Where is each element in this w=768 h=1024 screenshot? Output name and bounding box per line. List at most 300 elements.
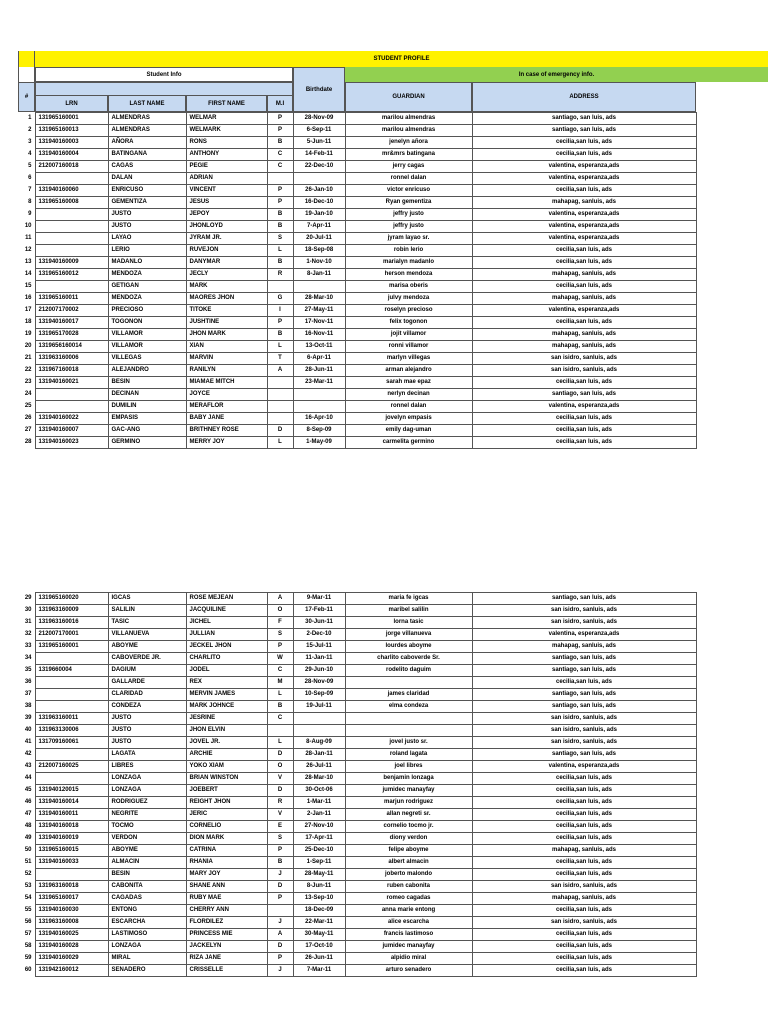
last-name-cell: LONZAGA: [108, 785, 186, 797]
row-number: 26: [24, 415, 32, 421]
mi-cell: L: [267, 737, 293, 749]
mi-cell: [267, 401, 293, 413]
address-cell: cecilia,san luis, ads: [472, 281, 696, 293]
first-name-cell: JECKEL JHON: [186, 641, 267, 653]
guardian-cell: maria fe igcas: [345, 593, 472, 605]
table-row: [18, 209, 696, 221]
birthdate-cell: 5-Jun-11: [293, 137, 345, 149]
address-cell: mahapag, sanluis, ads: [472, 329, 696, 341]
address-cell: cecilia,san luis, ads: [472, 965, 696, 977]
last-name-cell: TOGONON: [108, 317, 186, 329]
last-name-cell: ALEJANDRO: [108, 365, 186, 377]
guardian-cell: jyram layao sr.: [345, 233, 472, 245]
sheet-title: STUDENT PROFILE: [373, 56, 430, 62]
last-name-cell: VILLANUEVA: [108, 629, 186, 641]
last-name-cell: ABOYME: [108, 641, 186, 653]
address-cell: mahapag, sanluis, ads: [472, 845, 696, 857]
lrn-cell: 212007170002: [35, 305, 108, 317]
birthdate-cell: 26-Jun-11: [293, 953, 345, 965]
guardian-cell: charlito caboverde Sr.: [345, 653, 472, 665]
table-row: [18, 329, 696, 341]
table-row: [18, 857, 696, 869]
guardian-cell: [345, 677, 472, 689]
first-name-cell: WELMARK: [186, 125, 267, 137]
table-row: [18, 173, 696, 185]
birthdate-cell: 1-May-09: [293, 437, 345, 449]
lrn-cell: [35, 653, 108, 665]
table-row: [18, 605, 696, 617]
first-name-cell: DION MARK: [186, 833, 267, 845]
row-number: 40: [24, 727, 32, 733]
lrn-cell: [35, 701, 108, 713]
last-name-cell: TOCMO: [108, 821, 186, 833]
birthdate-cell: 25-Dec-10: [293, 845, 345, 857]
mi-cell: D: [267, 941, 293, 953]
table-row: [18, 317, 696, 329]
address-cell: cecilia,san luis, ads: [472, 905, 696, 917]
mi-cell: D: [267, 785, 293, 797]
last-name-cell: LIBRES: [108, 761, 186, 773]
table-row: [18, 269, 696, 281]
mi-cell: E: [267, 821, 293, 833]
first-name-cell: BRITHNEY ROSE: [186, 425, 267, 437]
birthdate-cell: 1-Mar-11: [293, 797, 345, 809]
table-row: [18, 185, 696, 197]
table-row: [18, 221, 696, 233]
first-name-cell: CRISSELLE: [186, 965, 267, 977]
table-row: [18, 125, 696, 137]
address-cell: cecilia,san luis, ads: [472, 425, 696, 437]
first-name-cell: REX: [186, 677, 267, 689]
birthdate-cell: 19-Jan-10: [293, 209, 345, 221]
mi-cell: C: [267, 161, 293, 173]
lrn-cell: 131965160013: [35, 125, 108, 137]
guardian-cell: carmelita germino: [345, 437, 472, 449]
birthdate-cell: 13-Oct-11: [293, 341, 345, 353]
lrn-cell: 131963160011: [35, 713, 108, 725]
birthdate-cell: 17-Nov-11: [293, 317, 345, 329]
address-cell: cecilia,san luis, ads: [472, 437, 696, 449]
last-name-cell: EMPASIS: [108, 413, 186, 425]
lrn-cell: 212007160025: [35, 761, 108, 773]
birthdate-cell: 22-Dec-10: [293, 161, 345, 173]
first-name-cell: XIAN: [186, 341, 267, 353]
address-cell: cecilia,san luis, ads: [472, 377, 696, 389]
table-row: [18, 905, 696, 917]
lrn-cell: [35, 773, 108, 785]
corner-cell: [18, 51, 35, 82]
first-name-cell: MARVIN: [186, 353, 267, 365]
guardian-cell: jorge villanueva: [345, 629, 472, 641]
table-row: [18, 305, 696, 317]
address-cell: cecilia,san luis, ads: [472, 941, 696, 953]
last-name-cell: LAGATA: [108, 749, 186, 761]
mi-cell: [267, 905, 293, 917]
table-row: [18, 137, 696, 149]
last-name-cell: ENRICUSO: [108, 185, 186, 197]
lrn-cell: [35, 173, 108, 185]
lrn-cell: [35, 245, 108, 257]
address-cell: valentina, esperanza,ads: [472, 401, 696, 413]
table-row: [18, 257, 696, 269]
address-cell: valentina, esperanza,ads: [472, 761, 696, 773]
lrn-cell: 131940160028: [35, 941, 108, 953]
header-birthdate: Birthdate: [293, 67, 345, 112]
address-cell: cecilia,san luis, ads: [472, 857, 696, 869]
first-name-cell: JICHEL: [186, 617, 267, 629]
mi-cell: L: [267, 341, 293, 353]
last-name-cell: LAYAO: [108, 233, 186, 245]
header-guardian: GUARDIAN: [345, 82, 472, 112]
guardian-cell: ronnel dalan: [345, 173, 472, 185]
first-name-cell: RUBY MAE: [186, 893, 267, 905]
first-name-cell: FLORDILEZ: [186, 917, 267, 929]
last-name-cell: BESIN: [108, 377, 186, 389]
row-number: 22: [24, 367, 32, 373]
address-cell: san isidro, sanluis, ads: [472, 617, 696, 629]
row-number: 57: [24, 931, 32, 937]
lrn-cell: 131940160023: [35, 437, 108, 449]
guardian-cell: rodelito daguim: [345, 665, 472, 677]
address-cell: valentina, esperanza,ads: [472, 305, 696, 317]
last-name-cell: GAC-ANG: [108, 425, 186, 437]
birthdate-cell: [293, 713, 345, 725]
first-name-cell: JULLIAN: [186, 629, 267, 641]
guardian-cell: emily dag-uman: [345, 425, 472, 437]
table-row: [18, 341, 696, 353]
last-name-cell: DUMILIN: [108, 401, 186, 413]
first-name-cell: SHANE ANN: [186, 881, 267, 893]
first-name-cell: RUVEJON: [186, 245, 267, 257]
guardian-cell: ronnel dalan: [345, 401, 472, 413]
last-name-cell: CAGAS: [108, 161, 186, 173]
last-name-cell: LASTIMOSO: [108, 929, 186, 941]
guardian-cell: jumidec manayfay: [345, 785, 472, 797]
table-row: [18, 245, 696, 257]
guardian-cell: marilou almendras: [345, 125, 472, 137]
first-name-cell: JHON MARK: [186, 329, 267, 341]
table-row: [18, 233, 696, 245]
address-cell: san isidro, sanluis, ads: [472, 353, 696, 365]
table-row: [18, 353, 696, 365]
table-row: [18, 941, 696, 953]
birthdate-cell: 8-Sep-09: [293, 425, 345, 437]
first-name-cell: MERAFLOR: [186, 401, 267, 413]
last-name-cell: AÑORA: [108, 137, 186, 149]
lrn-cell: 131965160001: [35, 641, 108, 653]
mi-cell: [267, 413, 293, 425]
first-name-cell: MARK JOHNCE: [186, 701, 267, 713]
lrn-cell: 131940160029: [35, 953, 108, 965]
mi-cell: P: [267, 113, 293, 125]
first-name-cell: MARY JOY: [186, 869, 267, 881]
mi-cell: F: [267, 617, 293, 629]
mi-cell: J: [267, 869, 293, 881]
table-row: [18, 737, 696, 749]
mi-cell: I: [267, 305, 293, 317]
table-row: [18, 677, 696, 689]
mi-cell: S: [267, 833, 293, 845]
last-name-cell: BATINGANA: [108, 149, 186, 161]
last-name-cell: DALAN: [108, 173, 186, 185]
mi-cell: B: [267, 221, 293, 233]
birthdate-cell: 22-Mar-11: [293, 917, 345, 929]
last-name-cell: VERDON: [108, 833, 186, 845]
lrn-cell: [35, 401, 108, 413]
row-number: 31: [24, 619, 32, 625]
row-number: 36: [24, 679, 32, 685]
birthdate-cell: 29-Jun-10: [293, 665, 345, 677]
first-name-cell: CATRINA: [186, 845, 267, 857]
lrn-cell: 131963130006: [35, 725, 108, 737]
lrn-cell: [35, 281, 108, 293]
address-cell: valentina, esperanza,ads: [472, 221, 696, 233]
guardian-cell: francis lastimoso: [345, 929, 472, 941]
address-cell: mahapag, sanluis, ads: [472, 341, 696, 353]
birthdate-cell: 6-Sep-11: [293, 125, 345, 137]
guardian-cell: felix togonon: [345, 317, 472, 329]
last-name-cell: IGCAS: [108, 593, 186, 605]
row-number: 12: [24, 247, 32, 253]
address-cell: mahapag, sanluis, ads: [472, 641, 696, 653]
address-cell: cecilia,san luis, ads: [472, 185, 696, 197]
address-cell: san isidro, sanluis, ads: [472, 725, 696, 737]
address-cell: mahapag, sanluis, ads: [472, 269, 696, 281]
row-number: 6: [28, 175, 32, 181]
guardian-cell: jerry cagas: [345, 161, 472, 173]
first-name-cell: YOKO XIAM: [186, 761, 267, 773]
table-row: [18, 389, 696, 401]
first-name-cell: JUSHTINE: [186, 317, 267, 329]
last-name-cell: ALMENDRAS: [108, 113, 186, 125]
birthdate-cell: 16-Nov-11: [293, 329, 345, 341]
guardian-cell: joel libres: [345, 761, 472, 773]
row-number: 1: [28, 115, 32, 121]
address-cell: cecilia,san luis, ads: [472, 869, 696, 881]
last-name-cell: JUSTO: [108, 725, 186, 737]
guardian-cell: romeo cagadas: [345, 893, 472, 905]
mi-cell: [267, 173, 293, 185]
birthdate-cell: 17-Apr-11: [293, 833, 345, 845]
address-cell: valentina, esperanza,ads: [472, 173, 696, 185]
row-number: 47: [24, 811, 32, 817]
lrn-cell: 131965160020: [35, 593, 108, 605]
mi-cell: M: [267, 677, 293, 689]
last-name-cell: VILLEGAS: [108, 353, 186, 365]
last-name-cell: GALLARDE: [108, 677, 186, 689]
first-name-cell: JHON ELVIN: [186, 725, 267, 737]
table-row: [18, 845, 696, 857]
row-number: 18: [24, 319, 32, 325]
guardian-cell: marlyn villegas: [345, 353, 472, 365]
address-cell: valentina, esperanza,ads: [472, 233, 696, 245]
lrn-cell: 131965160011: [35, 293, 108, 305]
row-number: 21: [24, 355, 32, 361]
birthdate-cell: 28-Mar-10: [293, 773, 345, 785]
last-name-cell: MENDOZA: [108, 293, 186, 305]
first-name-cell: RONS: [186, 137, 267, 149]
row-number: 52: [24, 871, 32, 877]
row-number: 15: [24, 283, 32, 289]
lrn-cell: 1319656160014: [35, 341, 108, 353]
lrn-cell: 131963160006: [35, 353, 108, 365]
last-name-cell: GERMINO: [108, 437, 186, 449]
last-name-cell: PRECIOSO: [108, 305, 186, 317]
address-cell: san isidro, sanluis, ads: [472, 737, 696, 749]
last-name-cell: GETIGAN: [108, 281, 186, 293]
mi-cell: C: [267, 713, 293, 725]
first-name-cell: JOVEL JR.: [186, 737, 267, 749]
birthdate-cell: 26-Jan-10: [293, 185, 345, 197]
first-name-cell: ARCHIE: [186, 749, 267, 761]
lrn-cell: 131965170028: [35, 329, 108, 341]
address-cell: cecilia,san luis, ads: [472, 149, 696, 161]
mi-cell: B: [267, 329, 293, 341]
guardian-cell: nerlyn decinan: [345, 389, 472, 401]
row-number: 11: [25, 235, 32, 241]
last-name-cell: JUSTO: [108, 737, 186, 749]
table-row: [18, 809, 696, 821]
lrn-cell: 131940160009: [35, 257, 108, 269]
last-name-cell: TASIC: [108, 617, 186, 629]
table-row: [18, 701, 696, 713]
table-row: [18, 617, 696, 629]
guardian-cell: Ryan gementiza: [345, 197, 472, 209]
row-number: 9: [28, 211, 32, 217]
birthdate-cell: 28-May-11: [293, 869, 345, 881]
table-row: [18, 773, 696, 785]
table-row: [18, 281, 696, 293]
lrn-cell: 131940120015: [35, 785, 108, 797]
mi-cell: V: [267, 809, 293, 821]
mi-cell: D: [267, 881, 293, 893]
last-name-cell: MADANLO: [108, 257, 186, 269]
lrn-cell: 212007160018: [35, 161, 108, 173]
lrn-cell: 131940160021: [35, 377, 108, 389]
row-number: 7: [28, 187, 32, 193]
first-name-cell: MERVIN JAMES: [186, 689, 267, 701]
mi-cell: J: [267, 917, 293, 929]
address-cell: cecilia,san luis, ads: [472, 413, 696, 425]
address-cell: cecilia,san luis, ads: [472, 245, 696, 257]
mi-cell: P: [267, 953, 293, 965]
table-row: [18, 713, 696, 725]
address-cell: santiago, san luis, ads: [472, 389, 696, 401]
guardian-cell: lourdes aboyme: [345, 641, 472, 653]
row-number: 53: [24, 883, 32, 889]
guardian-cell: jenelyn añora: [345, 137, 472, 149]
lrn-cell: 131963160016: [35, 617, 108, 629]
first-name-cell: BABY JANE: [186, 413, 267, 425]
last-name-cell: JUSTO: [108, 209, 186, 221]
first-name-cell: MAORES JHON: [186, 293, 267, 305]
row-number: 28: [24, 439, 32, 445]
row-number: 60: [24, 967, 32, 973]
birthdate-cell: 15-Jul-11: [293, 641, 345, 653]
guardian-cell: [345, 725, 472, 737]
address-cell: cecilia,san luis, ads: [472, 821, 696, 833]
last-name-cell: BESIN: [108, 869, 186, 881]
first-name-cell: RHANIA: [186, 857, 267, 869]
mi-cell: B: [267, 257, 293, 269]
row-number: 17: [24, 307, 32, 313]
row-number: 14: [24, 271, 32, 277]
lrn-cell: 131965160017: [35, 893, 108, 905]
last-name-cell: NEGRITE: [108, 809, 186, 821]
birthdate-cell: 28-Mar-10: [293, 293, 345, 305]
first-name-cell: JOEBERT: [186, 785, 267, 797]
mi-cell: V: [267, 773, 293, 785]
first-name-cell: ADRIAN: [186, 173, 267, 185]
birthdate-cell: 26-Jul-11: [293, 761, 345, 773]
header-first-name: FIRST NAME: [186, 95, 267, 112]
birthdate-cell: 1-Sep-11: [293, 857, 345, 869]
last-name-cell: CABONITA: [108, 881, 186, 893]
lrn-cell: [35, 209, 108, 221]
guardian-cell: alice escarcha: [345, 917, 472, 929]
row-number: 25: [24, 403, 32, 409]
birthdate-cell: 6-Apr-11: [293, 353, 345, 365]
lrn-cell: [35, 221, 108, 233]
table-row: [18, 833, 696, 845]
guardian-cell: ruben cabonita: [345, 881, 472, 893]
lrn-cell: 131940160017: [35, 317, 108, 329]
table-row: [18, 425, 696, 437]
last-name-cell: ABOYME: [108, 845, 186, 857]
birthdate-cell: 30-Jun-11: [293, 617, 345, 629]
header-num: #: [18, 82, 35, 112]
last-name-cell: ENTONG: [108, 905, 186, 917]
mi-cell: W: [267, 653, 293, 665]
address-cell: santiago, san luis, ads: [472, 125, 696, 137]
lrn-cell: [35, 677, 108, 689]
birthdate-cell: 9-Mar-11: [293, 593, 345, 605]
row-number: 49: [24, 835, 32, 841]
lrn-cell: 131940160003: [35, 137, 108, 149]
address-cell: san isidro, sanluis, ads: [472, 917, 696, 929]
row-number: 4: [28, 151, 32, 157]
guardian-cell: jovelyn empasis: [345, 413, 472, 425]
lrn-cell: 131940160018: [35, 821, 108, 833]
birthdate-cell: 16-Dec-10: [293, 197, 345, 209]
guardian-cell: robin lerio: [345, 245, 472, 257]
row-number: 55: [24, 907, 32, 913]
last-name-cell: LONZAGA: [108, 773, 186, 785]
mi-cell: S: [267, 629, 293, 641]
mi-cell: P: [267, 893, 293, 905]
first-name-cell: CHERRY ANN: [186, 905, 267, 917]
birthdate-cell: 13-Sep-10: [293, 893, 345, 905]
address-cell: cecilia,san luis, ads: [472, 809, 696, 821]
mi-cell: P: [267, 125, 293, 137]
table-row: [18, 161, 696, 173]
student-table-part1: [18, 112, 697, 449]
last-name-cell: VILLAMOR: [108, 329, 186, 341]
birthdate-cell: 30-May-11: [293, 929, 345, 941]
mi-cell: P: [267, 197, 293, 209]
address-cell: cecilia,san luis, ads: [472, 797, 696, 809]
table-row: [18, 761, 696, 773]
last-name-cell: DAGIUM: [108, 665, 186, 677]
guardian-cell: marialyn madanlo: [345, 257, 472, 269]
birthdate-cell: 16-Apr-10: [293, 413, 345, 425]
header-student-spacer: [35, 82, 293, 95]
lrn-cell: 212007170001: [35, 629, 108, 641]
row-number: 33: [24, 643, 32, 649]
first-name-cell: TITOKE: [186, 305, 267, 317]
table-row: [18, 629, 696, 641]
row-number: 59: [24, 955, 32, 961]
